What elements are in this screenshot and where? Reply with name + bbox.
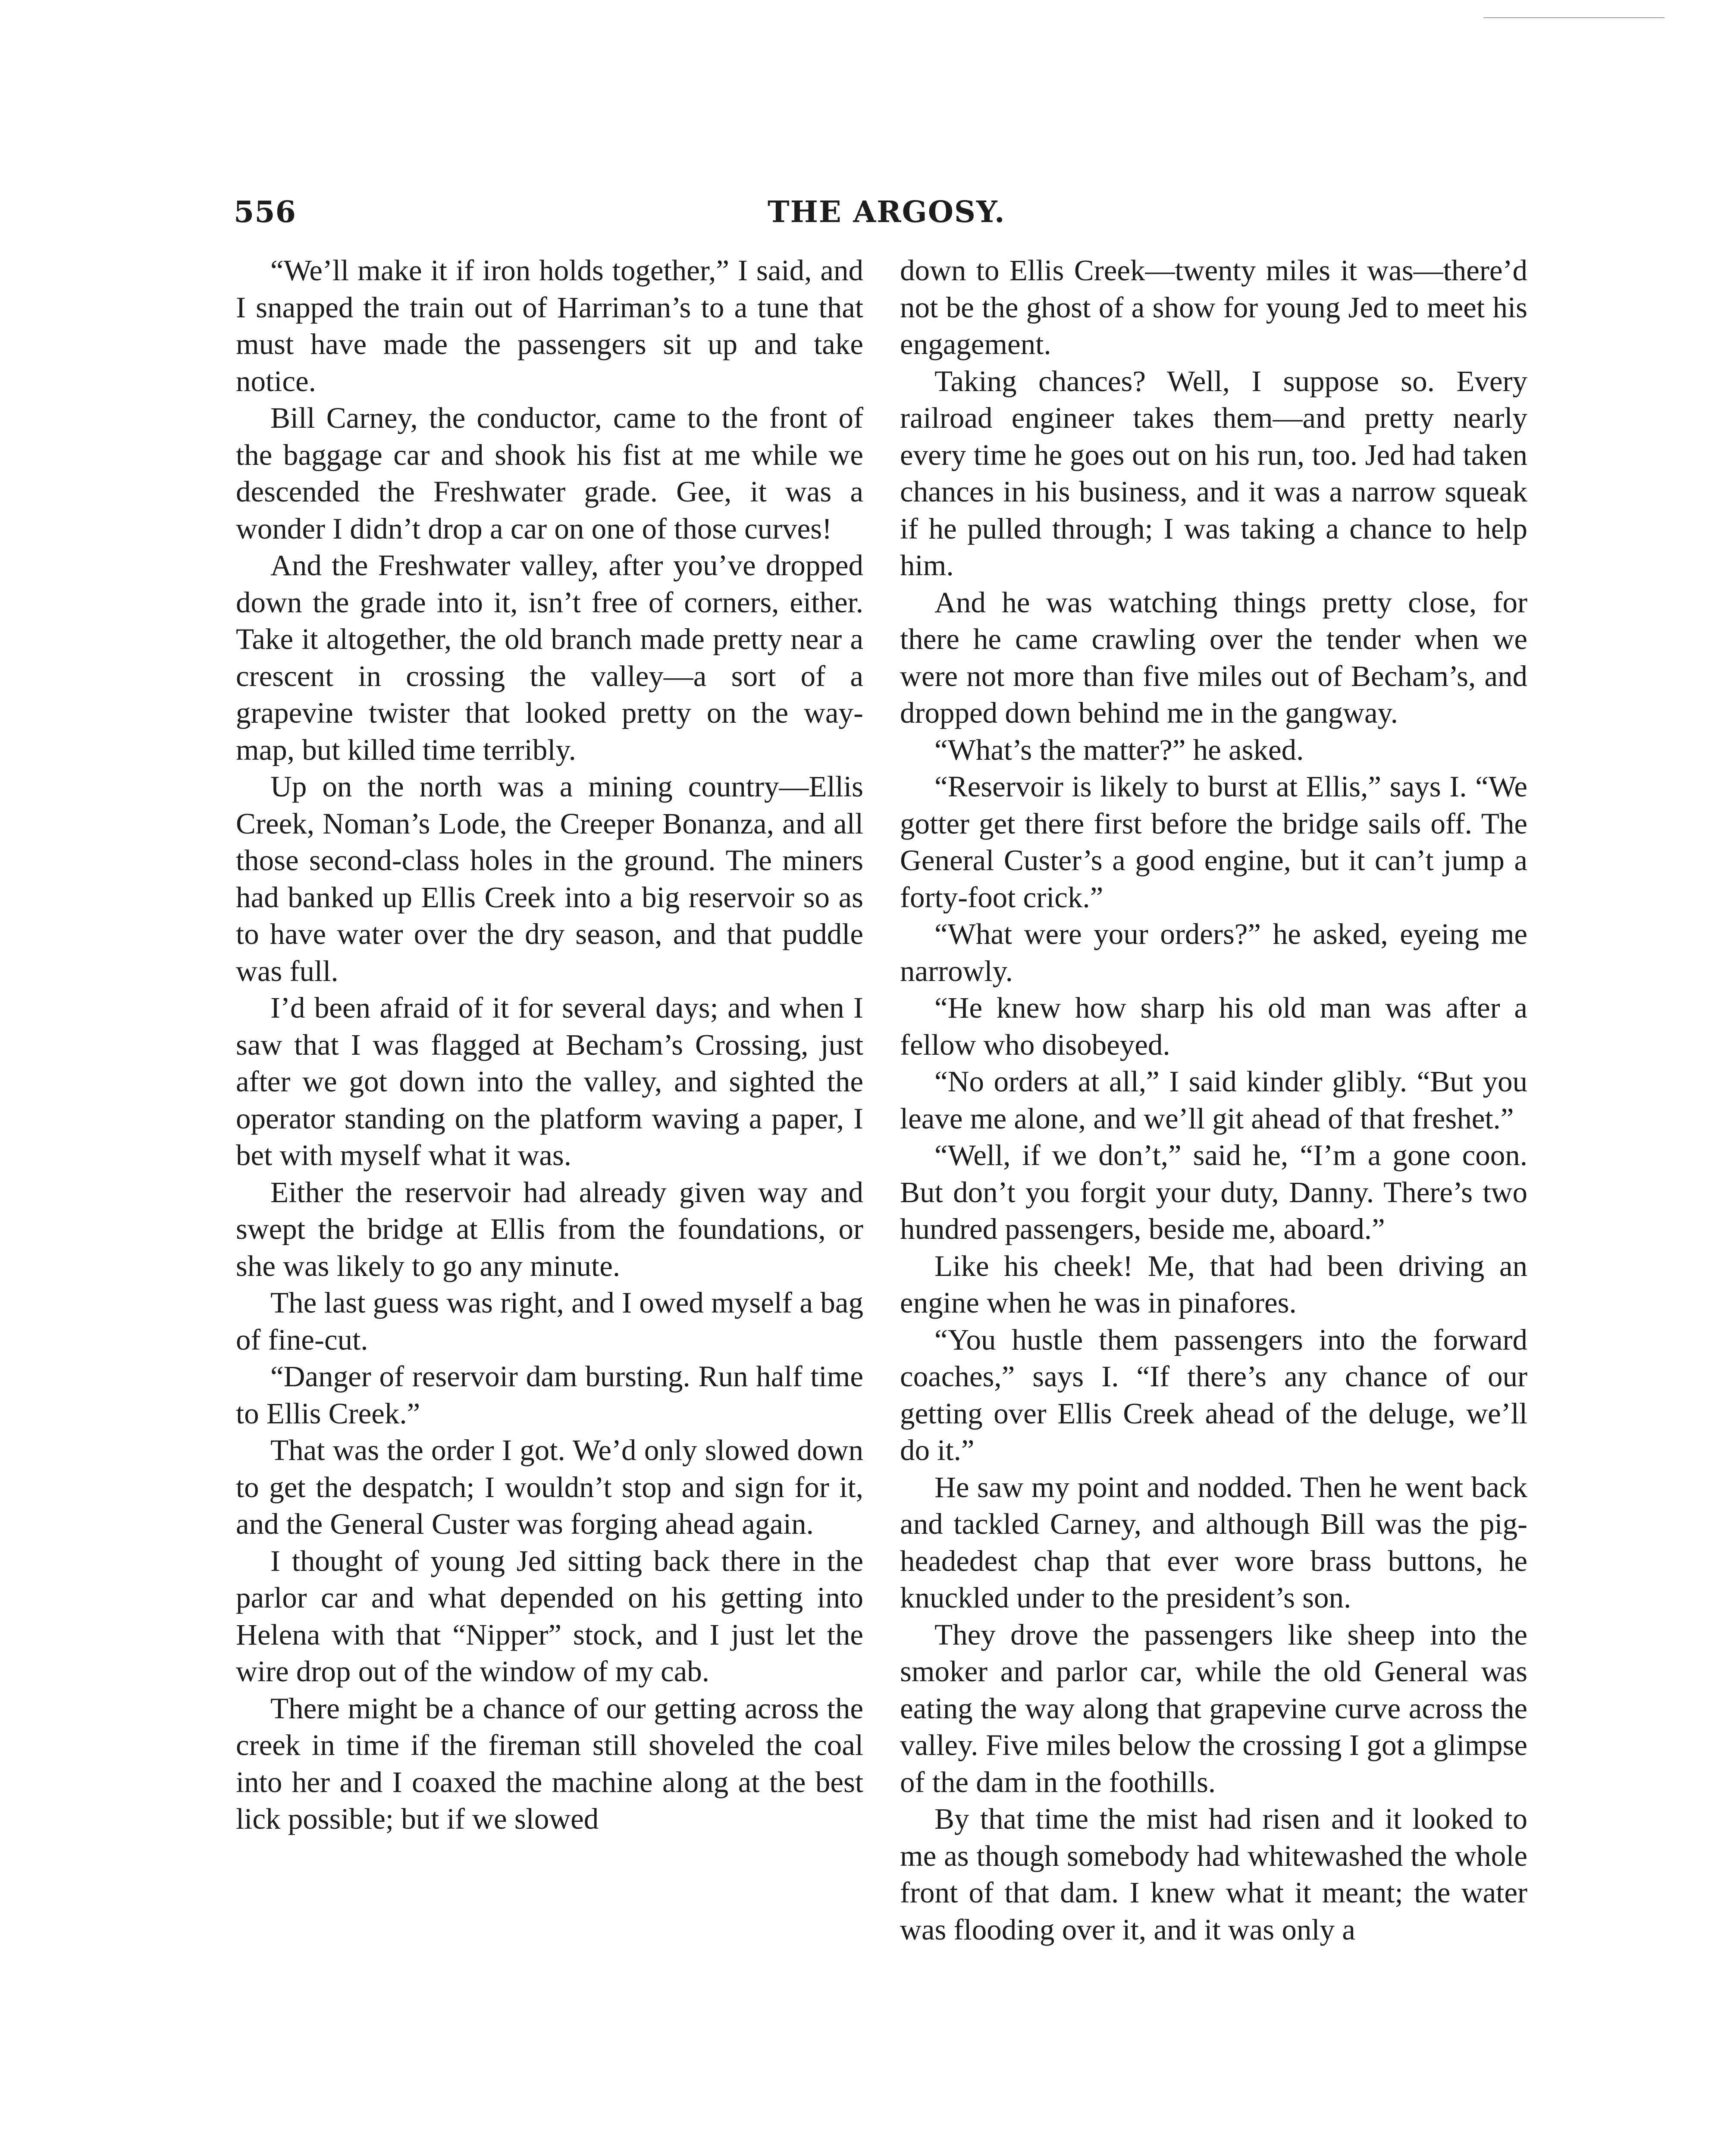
paragraph: They drove the passengers like sheep into the smoker and parlor car, while the old General was eating the way along that grapevine curve across the valley. Five miles below the crossing I got a glimpse of the dam in the foothills. <box>900 1618 1527 1799</box>
paragraph: “What were your orders?” he asked, eyeing me narrowly. <box>900 918 1527 987</box>
paragraph: down to Ellis Creek—twenty miles it was—there’d not be the ghost of a show for young Jed to meet his engagement. <box>900 254 1527 360</box>
paragraph: “We’ll make it if iron holds together,” I said, and I snapped the train out of Harriman’s to a tune that must have made the passengers sit up and take notice. <box>236 254 863 398</box>
paragraph: “Well, if we don’t,” said he, “I’m a gone coon. But don’t you forgit your duty, Danny. There’s two hundred passengers, beside me, aboard.” <box>900 1139 1527 1245</box>
paragraph: “Danger of reservoir dam bursting. Run half time to Ellis Creek.” <box>236 1360 863 1430</box>
paragraph: I thought of young Jed sitting back there in the parlor car and what depended on his getting into Helena with that “Nipper” stock, and I just let the wire drop out of the window of my cab. <box>236 1544 863 1688</box>
paragraph: Either the reservoir had already given way and swept the bridge at Ellis from the foundations, or she was likely to go any minute. <box>236 1175 863 1282</box>
paragraph: “He knew how sharp his old man was after a fellow who disobeyed. <box>900 991 1527 1061</box>
paragraph: By that time the mist had risen and it looked to me as though somebody had whitewashed the whole front of that dam. I knew what it meant; the water was flooding over it, and it was only a <box>900 1802 1527 1946</box>
paragraph: And he was watching things pretty close, for there he came crawling over the tender when we were not more than five miles out of Becham’s, and dropped down behind me in the gangway. <box>900 586 1527 729</box>
page-number: 556 <box>234 195 296 229</box>
top-edge-mark <box>1483 17 1665 18</box>
paragraph: There might be a chance of our getting across the creek in time if the fireman still shoveled the coal into her and I coaxed the machine along at the best lick possible; but if we slowed <box>236 1692 863 1835</box>
paragraph: The last guess was right, and I owed myself a bag of fine-cut. <box>236 1286 863 1356</box>
paragraph: And the Freshwater valley, after you’ve dropped down the grade into it, isn’t free of corners, either. Take it altogether, the old branch made pretty near a crescent in crossing the valley—a sort of a grapevine twister that looked pretty on the way-map, but killed time terribly. <box>236 549 863 766</box>
paragraph: “What’s the matter?” he asked. <box>934 733 1304 766</box>
paragraph: He saw my point and nodded. Then he went back and tackled Carney, and although Bill was the pig-headedest chap that ever wore brass buttons, he knuckled under to the president’s son. <box>900 1470 1527 1614</box>
left-column <box>236 252 863 2156</box>
paragraph: Like his cheek! Me, that had been driving an engine when he was in pinafores. <box>900 1249 1527 1319</box>
running-head: THE ARGOSY. <box>768 195 1006 229</box>
paragraph: “No orders at all,” I said kinder glibly. “But you leave me alone, and we’ll git ahead of that freshet.” <box>900 1065 1527 1135</box>
paragraph: Up on the north was a mining country—Ellis Creek, Noman’s Lode, the Creeper Bonanza, and all those second-class holes in the ground. The miners had banked up Ellis Creek into a big reservoir so as to have water over the dry season, and that puddle was full. <box>236 770 863 987</box>
paragraph: Bill Carney, the conductor, came to the front of the baggage car and shook his fist at me while we descended the Freshwater grade. Gee, it was a wonder I didn’t drop a car on one of those curves! <box>236 401 863 545</box>
paragraph: “Reservoir is likely to burst at Ellis,” says I. “We gotter get there first before the bridge sails off. The General Custer’s a good engine, but it can’t jump a forty-foot crick.” <box>900 770 1527 914</box>
paragraph: Taking chances? Well, I suppose so. Every railroad engineer takes them—and pretty nearly every time he goes out on his run, too. Jed had taken chances in his business, and it was a narrow squeak if he pulled through; I was taking a chance to help him. <box>900 364 1527 582</box>
paragraph: “You hustle them passengers into the forward coaches,” says I. “If there’s any chance of our getting over Ellis Creek ahead of the deluge, we’ll do it.” <box>900 1323 1527 1467</box>
paragraph: I’d been afraid of it for several days; and when I saw that I was flagged at Becham’s Crossing, just after we got down into the valley, and sighted the operator standing on the platform waving a paper, I bet with myself what it was. <box>236 991 863 1172</box>
paragraph: That was the order I got. We’d only slowed down to get the despatch; I wouldn’t stop and sign for it, and the General Custer was forging ahead again. <box>236 1434 863 1540</box>
right-column <box>900 252 1527 2156</box>
